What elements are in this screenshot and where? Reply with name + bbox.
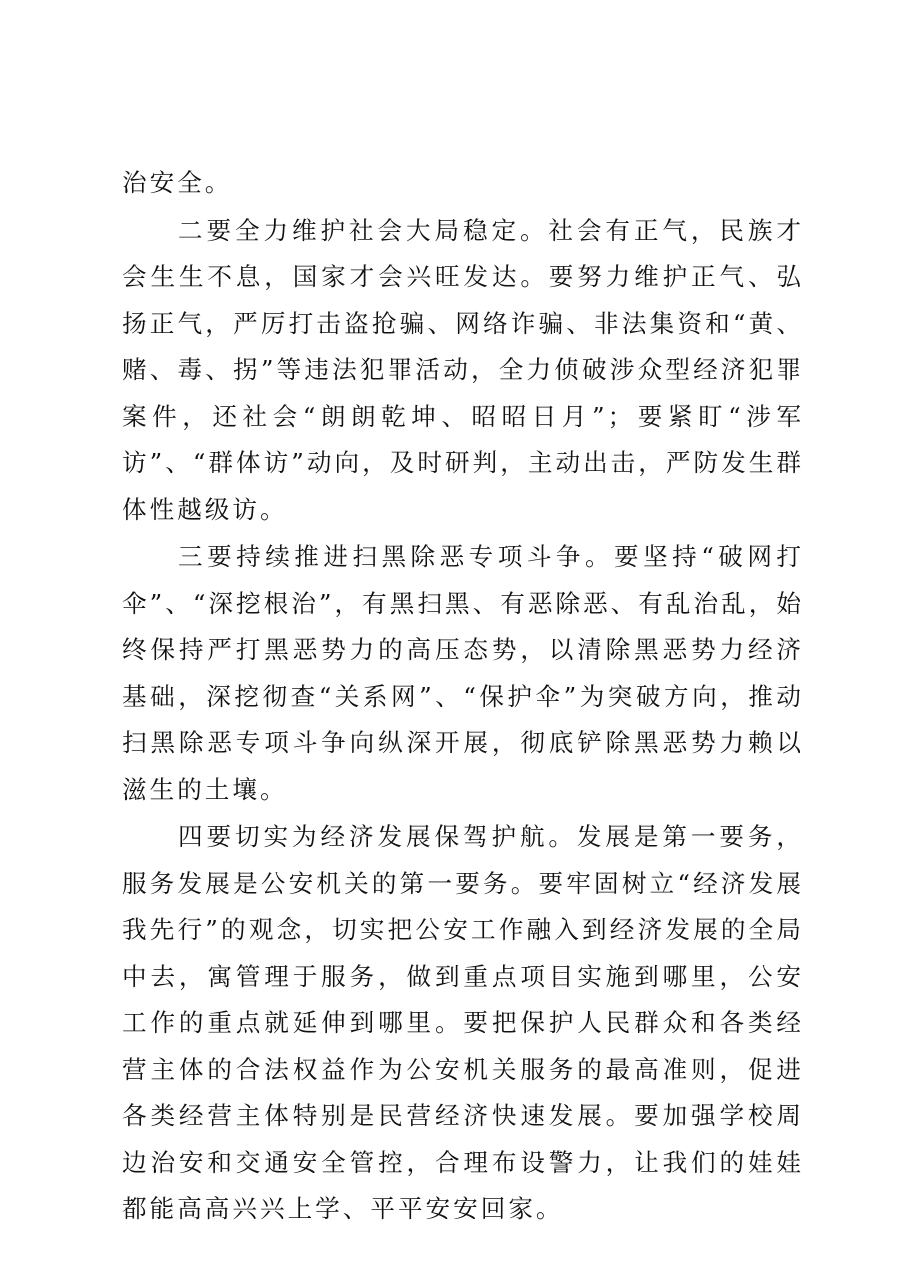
document-page <box>122 160 804 1233</box>
paragraph-anti-crime-campaign: 三要持续推进扫黑除恶专项斗争。要坚持“破网打伞”、“深挖根治”，有黑扫黑、有恶除恶、有乱治乱，始终保持严打黑恶势力的高压态势，以清除黑恶势力经济基础，深挖彻查“关系网”、“保护伞”为突破方向，推动扫黑除恶专项斗争向纵深开展，彻底铲除黑恶势力赖以滋生的土壤。 <box>122 542 804 804</box>
paragraph-social-stability: 二要全力维护社会大局稳定。社会有正气，民族才会生生不息，国家才会兴旺发达。要努力维护正气、弘扬正气，严厉打击盗抢骗、网络诈骗、非法集资和“黄、赌、毒、拐”等违法犯罪活动，全力侦破涉众型经济犯罪案件，还社会“朗朗乾坤、昭昭日月”；要紧盯“涉军访”、“群体访”动向，及时研判，主动出击，严防发生群体性越级访。 <box>122 215 804 524</box>
paragraph-economic-development: 四要切实为经济发展保驾护航。发展是第一要务，服务发展是公安机关的第一要务。要牢固树立“经济发展我先行”的观念，切实把公安工作融入到经济发展的全局中去，寓管理于服务，做到重点项目实施到哪里，公安工作的重点就延伸到哪里。要把保护人民群众和各类经营主体的合法权益作为公安机关服务的最高准则，促进各类经营主体特别是民营经济快速发展。要加强学校周边治安和交通安全管控，合理布设警力，让我们的娃娃都能高高兴兴上学、平平安安回家。 <box>122 822 804 1223</box>
paragraph-continuation: 治安全。 <box>122 168 233 197</box>
